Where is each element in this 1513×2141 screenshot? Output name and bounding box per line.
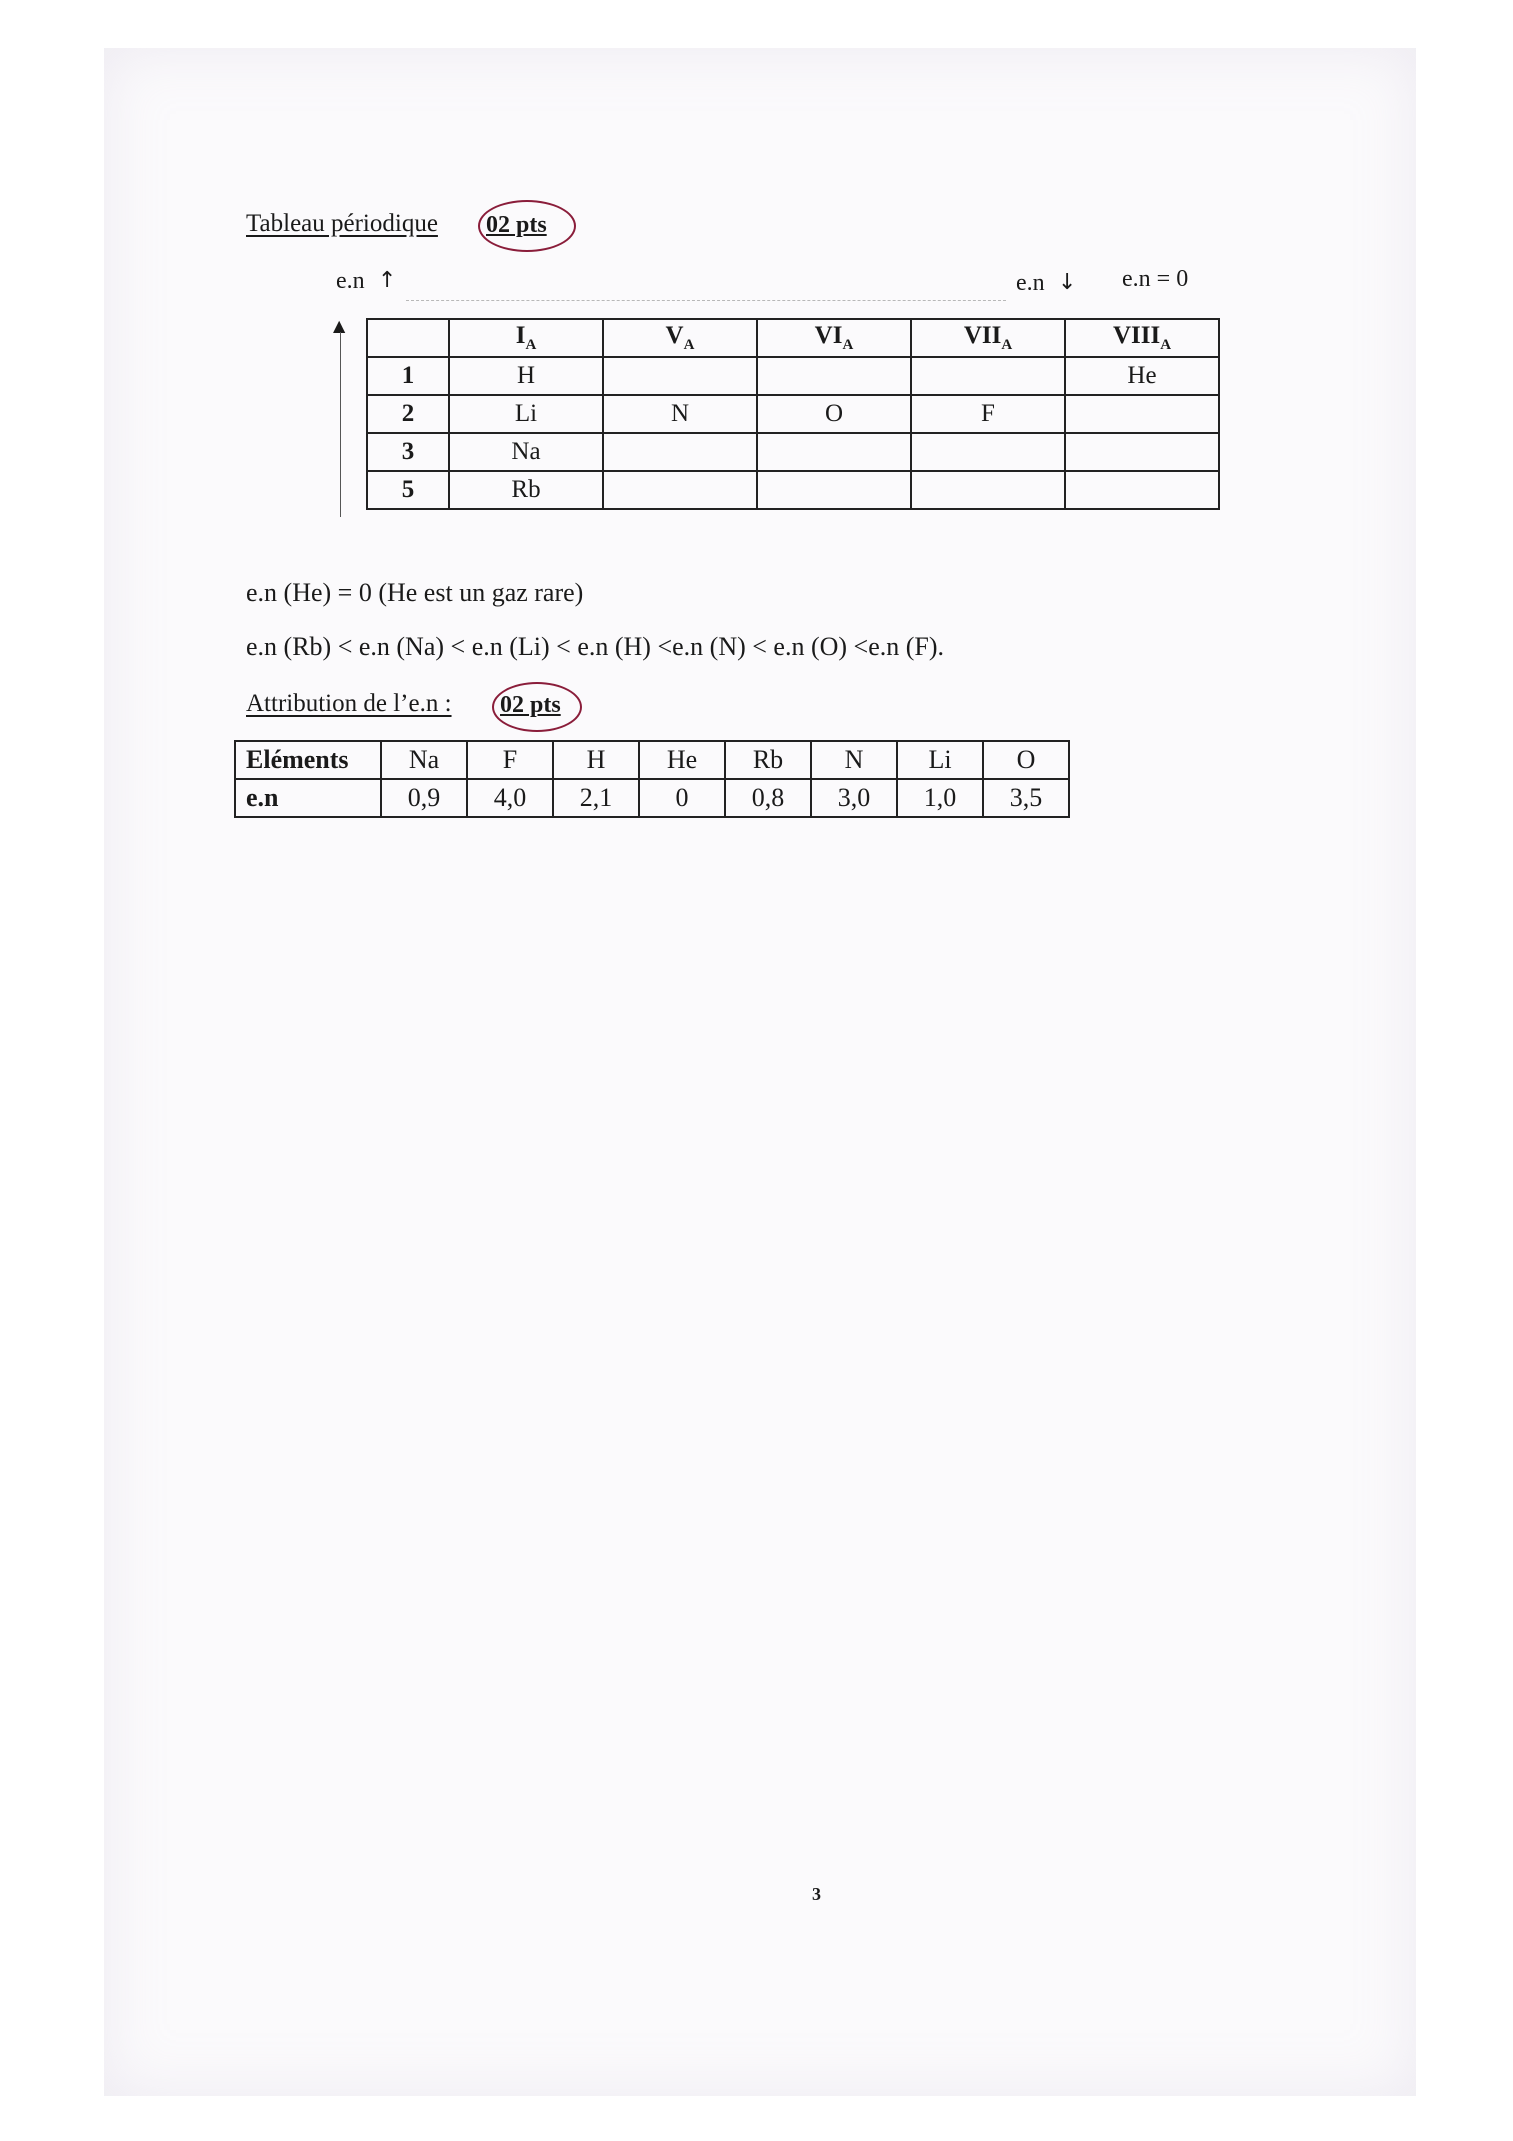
up-arrow-icon: ↑ (378, 268, 397, 293)
group-header-VIIIA: $VIII_A$ (1065, 319, 1219, 357)
element-cell (1065, 395, 1219, 433)
element-cell (757, 357, 911, 395)
down-arrow-icon: ↓ (1058, 270, 1077, 295)
element-cell: F (911, 395, 1065, 433)
element-name-cell: Li (897, 741, 983, 779)
element-cell (603, 433, 757, 471)
element-name-cell: H (553, 741, 639, 779)
element-name-cell: O (983, 741, 1069, 779)
en-value-cell: 3,5 (983, 779, 1069, 817)
en-value-cell: 0 (639, 779, 725, 817)
element-name-cell: He (639, 741, 725, 779)
en-value-cell: 4,0 (467, 779, 553, 817)
element-cell (1065, 471, 1219, 509)
element-cell: N (603, 395, 757, 433)
table-row (367, 471, 1219, 509)
element-cell: O (757, 395, 911, 433)
element-cell: Na (449, 433, 603, 471)
en-value-cell: 0,8 (725, 779, 811, 817)
en-value-cell: 3,0 (811, 779, 897, 817)
element-cell: Rb (449, 471, 603, 509)
dotted-guide-line (406, 300, 1006, 301)
section-title-attribution: Attribution de l’e.n : (246, 690, 452, 717)
element-name-cell: Rb (725, 741, 811, 779)
table-row (235, 779, 1069, 817)
corner-cell (367, 319, 449, 357)
element-name-cell: Na (381, 741, 467, 779)
en-right-label: e.n (1016, 270, 1045, 296)
en-value-cell: 0,9 (381, 779, 467, 817)
table-row (367, 357, 1219, 395)
statement-order: e.n (Rb) < e.n (Na) < e.n (Li) < e.n (H) <e.n (N) < e.n (O) <e.n (F). (246, 632, 945, 661)
en-value-cell: 2,1 (553, 779, 639, 817)
en-value-cell: 1,0 (897, 779, 983, 817)
points-label-2: 02 pts (500, 692, 561, 718)
table-row (235, 741, 1069, 779)
statement-he: e.n (He) = 0 (He est un gaz rare) (246, 578, 584, 607)
points-label-1: 02 pts (486, 212, 547, 238)
en-left-label: e.n (336, 268, 365, 294)
row-header-en: e.n (235, 779, 381, 817)
group-header-VA: $V_A$ (603, 319, 757, 357)
element-name-cell: N (811, 741, 897, 779)
section-title-periodic-table: Tableau périodique (246, 210, 438, 237)
element-cell: He (1065, 357, 1219, 395)
period-cell: 1 (367, 357, 449, 395)
group-header-IA: $I_A$ (449, 319, 603, 357)
element-name-cell: F (467, 741, 553, 779)
element-cell: Li (449, 395, 603, 433)
element-cell (603, 357, 757, 395)
table-row (367, 395, 1219, 433)
element-cell (757, 471, 911, 509)
table-row (367, 433, 1219, 471)
table-header-row (367, 319, 1219, 357)
en-attribution-table (234, 740, 1070, 818)
en-zero-label: e.n = 0 (1122, 266, 1189, 292)
row-header-elements: Eléments (235, 741, 381, 779)
element-cell (911, 471, 1065, 509)
group-header-VIA: $VI_A$ (757, 319, 911, 357)
period-cell: 3 (367, 433, 449, 471)
vertical-up-arrow-icon: ▲ (333, 316, 346, 335)
element-cell (911, 433, 1065, 471)
element-cell: H (449, 357, 603, 395)
period-cell: 5 (367, 471, 449, 509)
period-cell: 2 (367, 395, 449, 433)
periodic-table (366, 318, 1220, 510)
group-header-VIIA: $VII_A$ (911, 319, 1065, 357)
page-number: 3 (812, 1884, 821, 1904)
element-cell (757, 433, 911, 471)
vertical-arrow-line (340, 332, 341, 517)
element-cell (911, 357, 1065, 395)
element-cell (603, 471, 757, 509)
element-cell (1065, 433, 1219, 471)
